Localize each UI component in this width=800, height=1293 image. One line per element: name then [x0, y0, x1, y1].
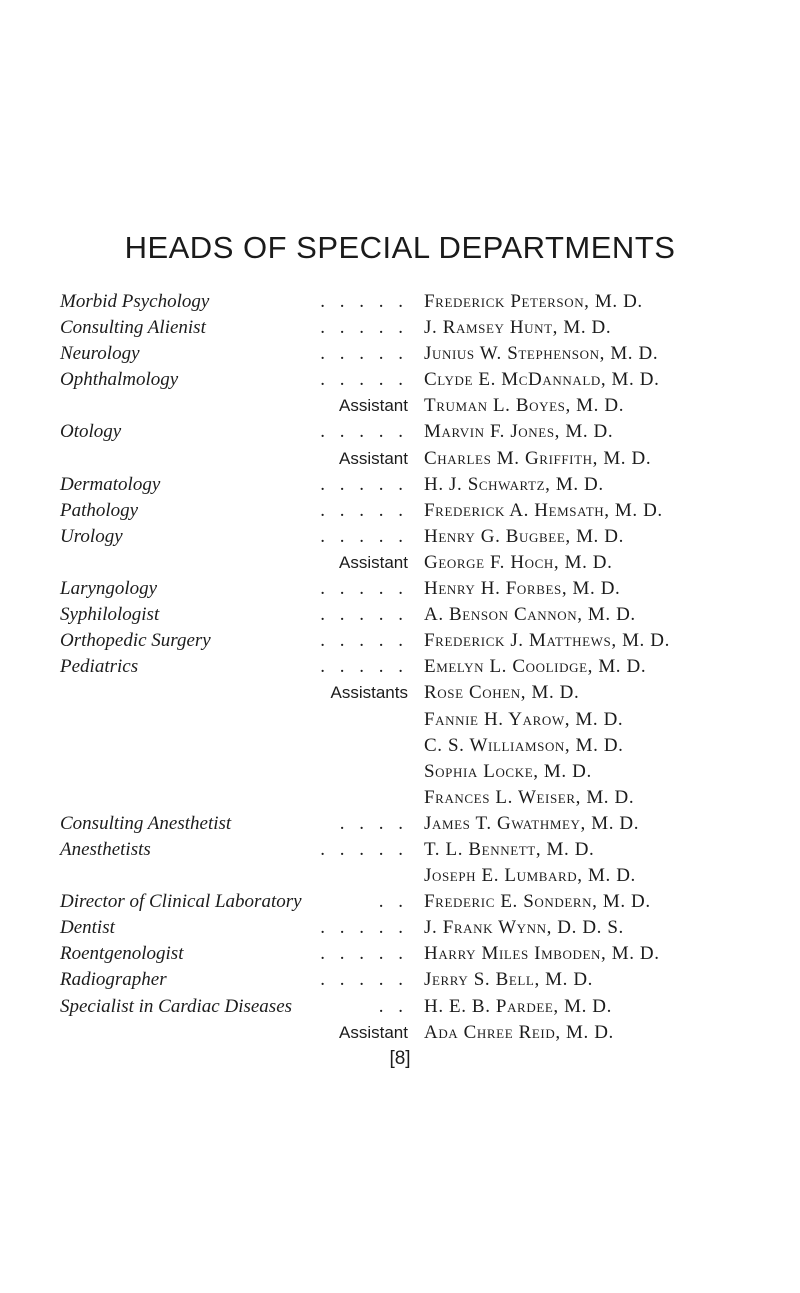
department-row — [0, 524, 800, 550]
department-row — [0, 550, 800, 576]
dot-leader: . . . . . — [320, 578, 408, 600]
department-row — [0, 733, 800, 759]
dot-leader: . . . . . — [320, 317, 408, 339]
department-label: Director of Clinical Laboratory — [60, 891, 302, 913]
department-row — [0, 707, 800, 733]
page-number: [8] — [389, 1048, 411, 1069]
physician-name: Frederic E. Sondern, M. D. — [424, 891, 651, 913]
department-label: Neurology — [60, 343, 140, 365]
department-label: Syphilologist — [60, 604, 160, 626]
department-label: Morbid Psychology — [60, 291, 210, 312]
physician-name: Marvin F. Jones, M. D. — [424, 421, 614, 443]
department-row — [0, 367, 800, 393]
physician-name: H. J. Schwartz, M. D. — [424, 473, 604, 495]
dot-leader: . . — [378, 891, 408, 913]
department-row — [0, 289, 800, 315]
dot-leader: . . . . . — [320, 343, 408, 365]
department-label: Consulting Alienist — [60, 317, 206, 339]
department-row — [0, 785, 800, 811]
department-label: Consulting Anesthetist — [60, 812, 232, 834]
physician-name: C. S. Williamson, M. D. — [424, 734, 624, 756]
department-row — [0, 967, 800, 993]
assistant-label: Assistant — [339, 448, 408, 468]
department-row — [0, 315, 800, 341]
physician-name: Sophia Locke, M. D. — [424, 760, 592, 782]
department-row — [0, 472, 800, 498]
physician-name: Junius W. Stephenson, M. D. — [424, 343, 659, 365]
department-row — [0, 419, 800, 445]
department-label: Orthopedic Surgery — [60, 630, 211, 652]
department-row — [0, 1020, 800, 1046]
assistant-label: Assistant — [339, 552, 408, 572]
department-row — [0, 654, 800, 680]
dot-leader: . . . . . — [320, 943, 408, 965]
department-label: Laryngology — [60, 578, 158, 600]
department-label: Pediatrics — [60, 656, 139, 678]
physician-name: Harry Miles Imboden, M. D. — [424, 943, 660, 965]
dot-leader: . . . . . — [320, 499, 408, 521]
dot-leader: . . . . . — [320, 369, 408, 391]
department-row — [0, 602, 800, 628]
department-row — [0, 811, 800, 837]
dot-leader: . . . . . — [320, 291, 408, 312]
dot-leader: . . . . . — [320, 525, 408, 547]
department-row — [0, 941, 800, 967]
department-label: Roentgenologist — [60, 943, 184, 965]
physician-name: Frederick A. Hemsath, M. D. — [424, 499, 663, 521]
physician-name: A. Benson Cannon, M. D. — [424, 604, 636, 626]
physician-name: Henry G. Bugbee, M. D. — [424, 525, 624, 547]
dot-leader: . . . . . — [320, 630, 408, 652]
physician-name: Truman L. Boyes, M. D. — [424, 395, 625, 417]
department-label: Otology — [60, 421, 122, 443]
physician-name: Clyde E. McDannald, M. D. — [424, 369, 660, 391]
physician-name: Rose Cohen, M. D. — [424, 682, 580, 704]
department-row — [0, 628, 800, 654]
department-label: Radiographer — [60, 969, 167, 991]
physician-name: Charles M. Griffith, M. D. — [424, 447, 652, 469]
department-label: Dentist — [60, 917, 115, 939]
dot-leader: . . . . . — [320, 604, 408, 626]
dot-leader: . . . . . — [320, 969, 408, 991]
physician-name: T. L. Bennett, M. D. — [424, 838, 595, 860]
department-row — [0, 863, 800, 889]
department-row — [0, 576, 800, 602]
department-row — [0, 837, 800, 863]
department-row — [0, 915, 800, 941]
department-list — [0, 289, 800, 1046]
dot-leader: . . . . . — [320, 838, 408, 860]
physician-name: Emelyn L. Coolidge, M. D. — [424, 656, 647, 678]
dot-leader: . . — [378, 995, 408, 1017]
physician-name: Ada Chree Reid, M. D. — [424, 1021, 614, 1043]
physician-name: Henry H. Forbes, M. D. — [424, 578, 621, 600]
department-row — [0, 393, 800, 419]
dot-leader: . . . . — [339, 812, 408, 834]
physician-name: James T. Gwathmey, M. D. — [424, 812, 640, 834]
physician-name: Joseph E. Lumbard, M. D. — [424, 865, 636, 887]
dot-leader: . . . . . — [320, 421, 408, 443]
physician-name: Frances L. Weiser, M. D. — [424, 786, 635, 808]
physician-name: J. Ramsey Hunt, M. D. — [424, 317, 612, 339]
page-title: HEADS OF SPECIAL DEPARTMENTS — [124, 230, 676, 265]
physician-name: Jerry S. Bell, M. D. — [424, 969, 594, 991]
physician-name: J. Frank Wynn, D. D. S. — [424, 917, 624, 939]
dot-leader: . . . . . — [320, 917, 408, 939]
assistant-label: Assistant — [339, 396, 408, 416]
department-row — [0, 994, 800, 1020]
department-row — [0, 341, 800, 367]
physician-name: H. E. B. Pardee, M. D. — [424, 995, 612, 1017]
physician-name: Fannie H. Yarow, M. D. — [424, 708, 624, 730]
department-label: Dermatology — [60, 473, 161, 495]
department-label: Pathology — [60, 499, 139, 521]
department-label: Urology — [60, 525, 123, 547]
dot-leader: . . . . . — [320, 656, 408, 678]
department-label: Ophthalmology — [60, 369, 179, 391]
department-label: Specialist in Cardiac Diseases — [60, 995, 293, 1017]
department-row — [0, 759, 800, 785]
department-row — [0, 446, 800, 472]
physician-name: Frederick J. Matthews, M. D. — [424, 630, 670, 652]
department-row — [0, 680, 800, 706]
assistant-label: Assistants — [330, 683, 408, 703]
department-label: Anesthetists — [60, 838, 151, 860]
department-row — [0, 889, 800, 915]
physician-name: George F. Hoch, M. D. — [424, 551, 613, 573]
dot-leader: . . . . . — [320, 473, 408, 495]
assistant-label: Assistant — [339, 1022, 408, 1042]
department-row — [0, 498, 800, 524]
physician-name: Frederick Peterson, M. D. — [424, 291, 643, 312]
